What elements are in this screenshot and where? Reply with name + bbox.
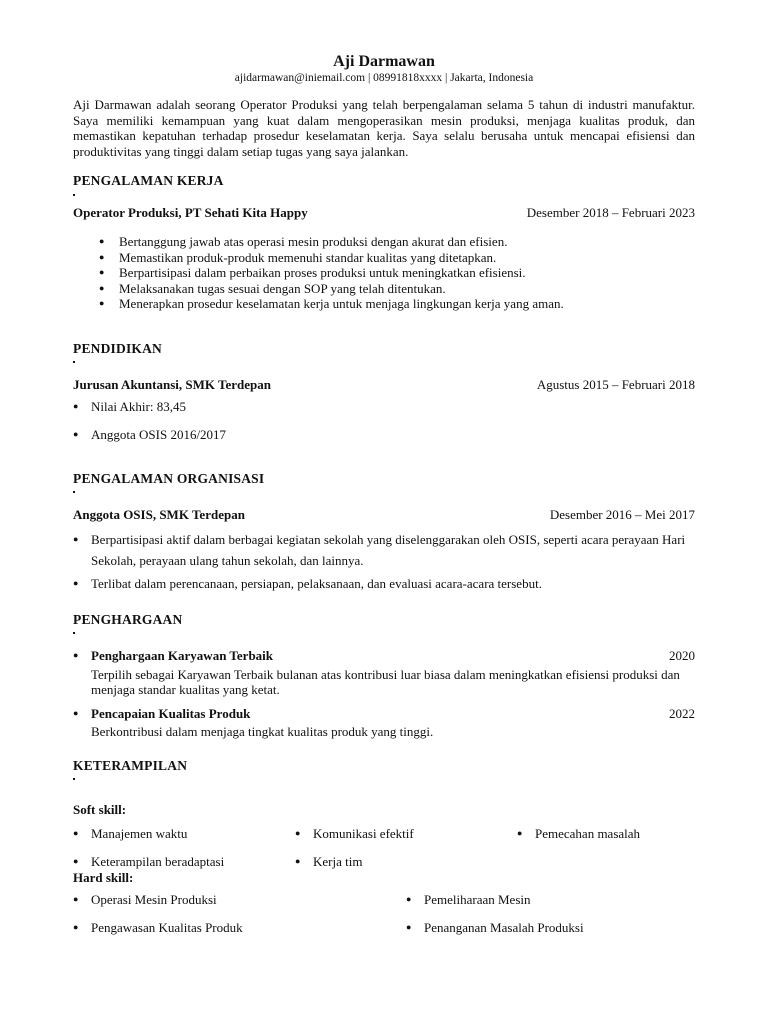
section-title-organization: PENGALAMAN ORGANISASI: [73, 470, 265, 486]
experience-role: Operator Produksi, PT Sehati Kita Happy: [73, 204, 308, 220]
award-item: [73, 648, 695, 664]
award-description: Terpilih sebagai Karyawan Terbaik bulanan atas kontribusi luar biasa dalam meningkatkan efisiensi produksi dan menjaga standar kualitas yang ketat.: [91, 666, 680, 698]
award-name: ● Pencapaian Kualitas Produk: [91, 705, 251, 721]
skills-section: [73, 758, 695, 936]
organization-header: [73, 507, 695, 523]
list-item: ● Terlibat dalam perencanaan, persiapan, pelaksanaan, dan evaluasi acara-acara tersebut.: [73, 573, 695, 594]
experience-bullets: [73, 234, 695, 312]
section-title-experience: PENGALAMAN KERJA: [73, 173, 224, 188]
organization-period: Desember 2016 – Mei 2017: [549, 507, 695, 523]
award-name: ● Penghargaan Karyawan Terbaik: [91, 648, 274, 664]
list-item: ● Keterampilan beradaptasi: [73, 854, 295, 870]
experience-section: [73, 173, 695, 312]
award-description: Berkontribusi dalam menjaga tingkat kualitas produk yang tinggi.: [91, 724, 434, 740]
list-item: ● Anggota OSIS 2016/2017: [73, 427, 695, 443]
section-marker: [73, 491, 75, 493]
soft-skill-list: [73, 826, 695, 870]
candidate-name: Aji Darmawan: [333, 53, 435, 70]
hard-skill-label: Hard skill:: [73, 869, 134, 885]
section-marker: [73, 194, 75, 196]
organization-bullets: [73, 529, 695, 594]
section-title-awards: PENGHARGAAN: [73, 611, 183, 627]
education-period: Agustus 2015 – Februari 2018: [536, 377, 695, 393]
soft-skill-label: Soft skill:: [73, 802, 127, 818]
section-title-skills: KETERAMPILAN: [73, 757, 188, 773]
list-item: ● Penanganan Masalah Produksi: [406, 920, 695, 936]
list-item: ● Menerapkan prosedur keselamatan kerja untuk menjaga lingkungan kerja yang aman.: [99, 296, 695, 312]
list-item: ● Pengawasan Kualitas Produk: [73, 920, 406, 936]
section-title-education: PENDIDIKAN: [73, 340, 163, 356]
award-year: 2022: [669, 705, 695, 721]
list-item: ● Berpartisipasi aktif dalam berbagai kegiatan sekolah yang diselenggarakan oleh OSIS, seperti acara perayaan Hari Sekolah, perayaan ulang tahun sekolah, dan lainnya.: [73, 529, 695, 571]
section-marker: [73, 778, 75, 780]
education-section: [73, 341, 695, 443]
education-header: [73, 377, 695, 393]
list-item: ● Melaksanakan tugas sesuai dengan SOP yang telah ditentukan.: [99, 281, 695, 297]
list-item: ● Pemeliharaan Mesin: [406, 892, 695, 908]
award-year: 2020: [669, 648, 695, 664]
education-bullets: [73, 399, 695, 443]
award-item: [73, 706, 695, 722]
section-marker: [73, 632, 75, 634]
hard-skill-list: [73, 892, 695, 935]
list-item: ● Nilai Akhir: 83,45: [73, 399, 695, 415]
section-marker: [73, 361, 75, 363]
list-item: ● Berpartisipasi dalam perbaikan proses produksi untuk meningkatkan efisiensi.: [99, 265, 695, 281]
organization-section: [73, 471, 695, 594]
list-item: ● Manajemen waktu: [73, 826, 295, 842]
summary-paragraph: Aji Darmawan adalah seorang Operator Produksi yang telah berpengalaman selama 5 tahun di industri manufaktur. Saya memiliki kemampuan yang kuat dalam mengoperasikan mesin produksi, menjaga kualitas produk, dan memastikan kepatuhan terhadap prosedur keselamatan kerja. Saya selalu berusaha untuk mencapai efisiensi dan produktivitas yang tinggi dalam setiap tugas yang saya jalankan.: [73, 97, 695, 159]
contact-line: ajidarmawan@iniemail.com | 08991818xxxx | Jakarta, Indonesia: [234, 72, 534, 84]
list-item: ● Bertanggung jawab atas operasi mesin produksi dengan akurat dan efisien.: [99, 234, 695, 250]
organization-role: Anggota OSIS, SMK Terdepan: [73, 507, 245, 523]
list-item: ● Pemecahan masalah: [517, 826, 695, 842]
experience-period: Desember 2018 – Februari 2023: [526, 204, 695, 220]
education-school: Jurusan Akuntansi, SMK Terdepan: [73, 377, 271, 393]
experience-header: [73, 205, 695, 221]
list-item: ● Memastikan produk-produk memenuhi standar kualitas yang ditetapkan.: [99, 250, 695, 266]
list-item: ● Komunikasi efektif: [295, 826, 517, 842]
resume-page: [73, 52, 695, 935]
list-item: ● Kerja tim: [295, 854, 517, 870]
awards-section: [73, 612, 695, 740]
list-item: ● Operasi Mesin Produksi: [73, 892, 406, 908]
